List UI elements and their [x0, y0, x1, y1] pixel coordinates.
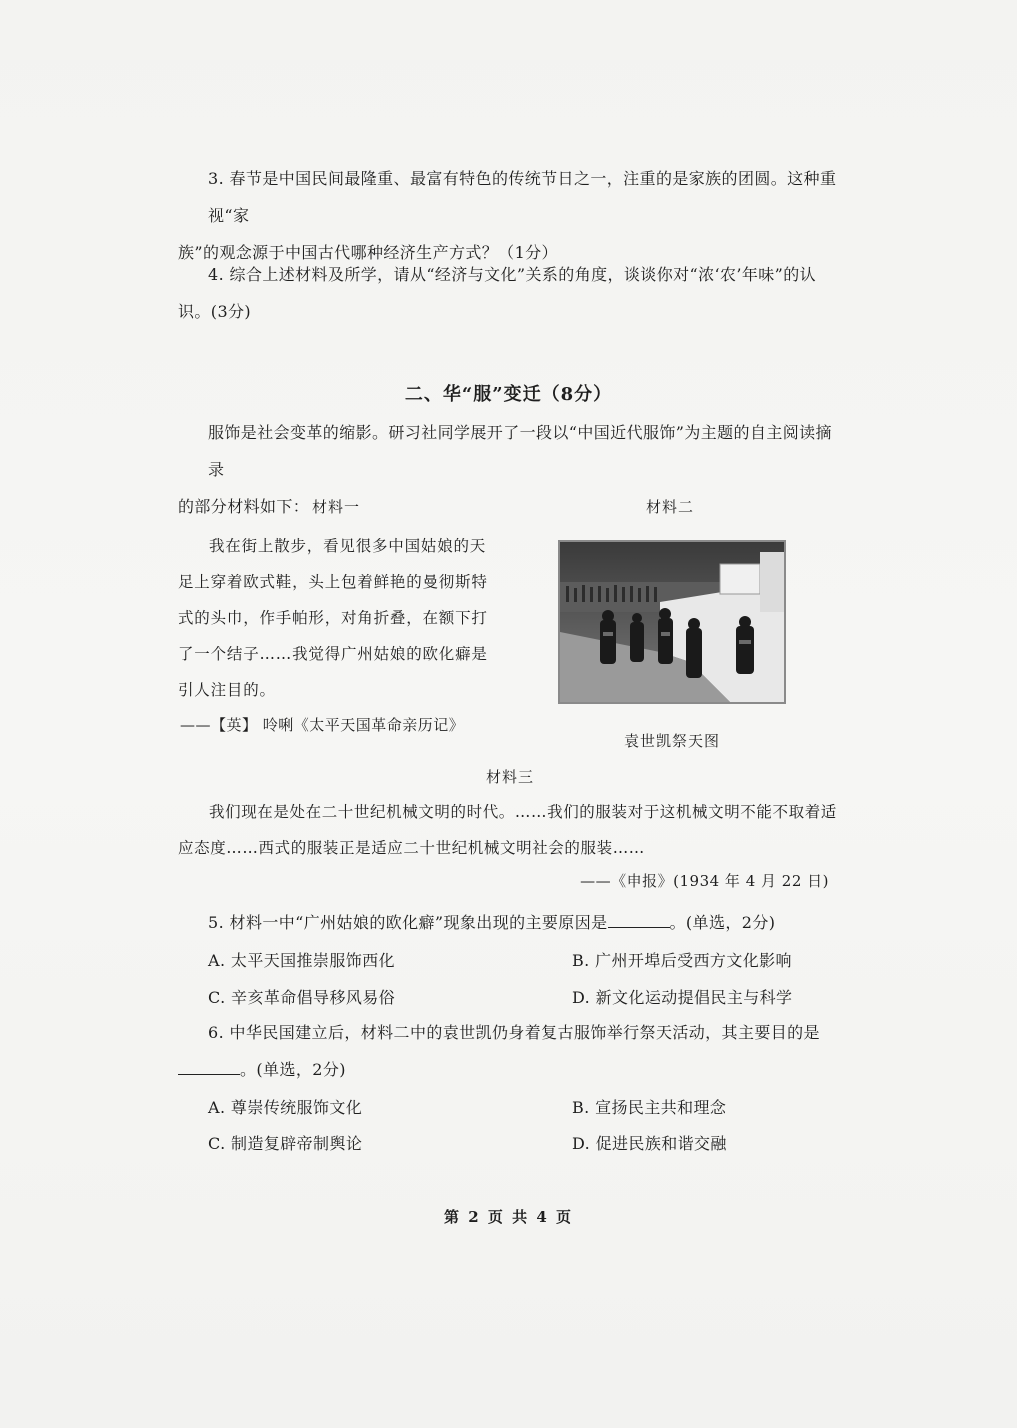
- material-3-text: 我们现在是处在二十世纪机械文明的时代。……我们的服装对于这机械文明不能不取着适应态度……西式的服装正是适应二十世纪机械文明社会的服装……: [178, 803, 837, 857]
- question-4-line2: 识。(3分): [178, 302, 252, 321]
- material-1-heading: 材料一: [312, 498, 361, 516]
- question-5-stem: [178, 904, 844, 941]
- question-5-option-c: C. 辛亥革命倡导移风易俗: [208, 988, 396, 1007]
- material-1-source: ——【英】 呤唎《太平天国革命亲历记》: [180, 716, 465, 734]
- question-5-option-b: B. 广州开埠后受西方文化影响: [572, 951, 792, 970]
- question-5-option-d: D. 新文化运动提倡民主与科学: [572, 988, 793, 1007]
- answer-blank[interactable]: [608, 913, 670, 928]
- page-number: 第 2 页 共 4 页: [444, 1208, 573, 1226]
- question-6-stem: [178, 1014, 844, 1088]
- question-3: [178, 160, 844, 271]
- material-3-source: ——《申报》(1934 年 4 月 22 日): [580, 872, 829, 890]
- question-6-stem-line1: 6. 中华民国建立后，材料二中的袁世凯仍身着复古服饰举行祭天活动，其主要目的是: [208, 1023, 820, 1042]
- section-intro-line2: 的部分材料如下：: [178, 497, 310, 516]
- section-title: 二、华“服”变迁（8分）: [404, 384, 613, 405]
- section-intro: [178, 414, 844, 525]
- question-5-stem-before: 5. 材料一中“广州姑娘的欧化癖”现象出现的主要原因是: [208, 913, 608, 932]
- question-5-stem-after: 。(单选，2分): [669, 913, 776, 932]
- question-5-option-a: A. 太平天国推崇服饰西化: [208, 951, 395, 970]
- question-3-line2: 族”的观念源于中国古代哪种经济生产方式？（1分）: [178, 243, 558, 262]
- question-6-stem-after: 。(单选，2分): [240, 1060, 346, 1079]
- question-6-option-c: C. 制造复辟帝制舆论: [208, 1134, 363, 1153]
- question-6-option-d: D. 促进民族和谐交融: [572, 1134, 727, 1153]
- question-6-option-a: A. 尊崇传统服饰文化: [208, 1098, 363, 1117]
- section-intro-line1: 服饰是社会变革的缩影。研习社同学展开了一段以“中国近代服饰”为主题的自主阅读摘录: [208, 423, 832, 479]
- material-3-heading: 材料三: [486, 768, 535, 786]
- material-1-text: 我在街上散步，看见很多中国姑娘的天足上穿着欧式鞋，头上包着鲜艳的曼彻斯特式的头巾，作手帕形，对角折叠，在额下打了一个结子……我觉得广州姑娘的欧化癖是引人注目的。: [178, 537, 488, 699]
- material-2-heading: 材料二: [646, 498, 695, 516]
- answer-blank[interactable]: [178, 1060, 240, 1075]
- material-2-photo: [558, 540, 786, 704]
- question-4-line1: 4. 综合上述材料及所学，请从“经济与文化”关系的角度，谈谈你对“浓‘农’年味”的认: [208, 265, 817, 284]
- question-6-option-b: B. 宣扬民主共和理念: [572, 1098, 727, 1117]
- ceremony-photo-illustration: [560, 542, 784, 702]
- question-3-line1: 3. 春节是中国民间最隆重、最富有特色的传统节日之一，注重的是家族的团圆。这种重视“家: [208, 169, 837, 225]
- question-4: [178, 256, 844, 330]
- material-2-caption: 袁世凯祭天图: [623, 732, 720, 750]
